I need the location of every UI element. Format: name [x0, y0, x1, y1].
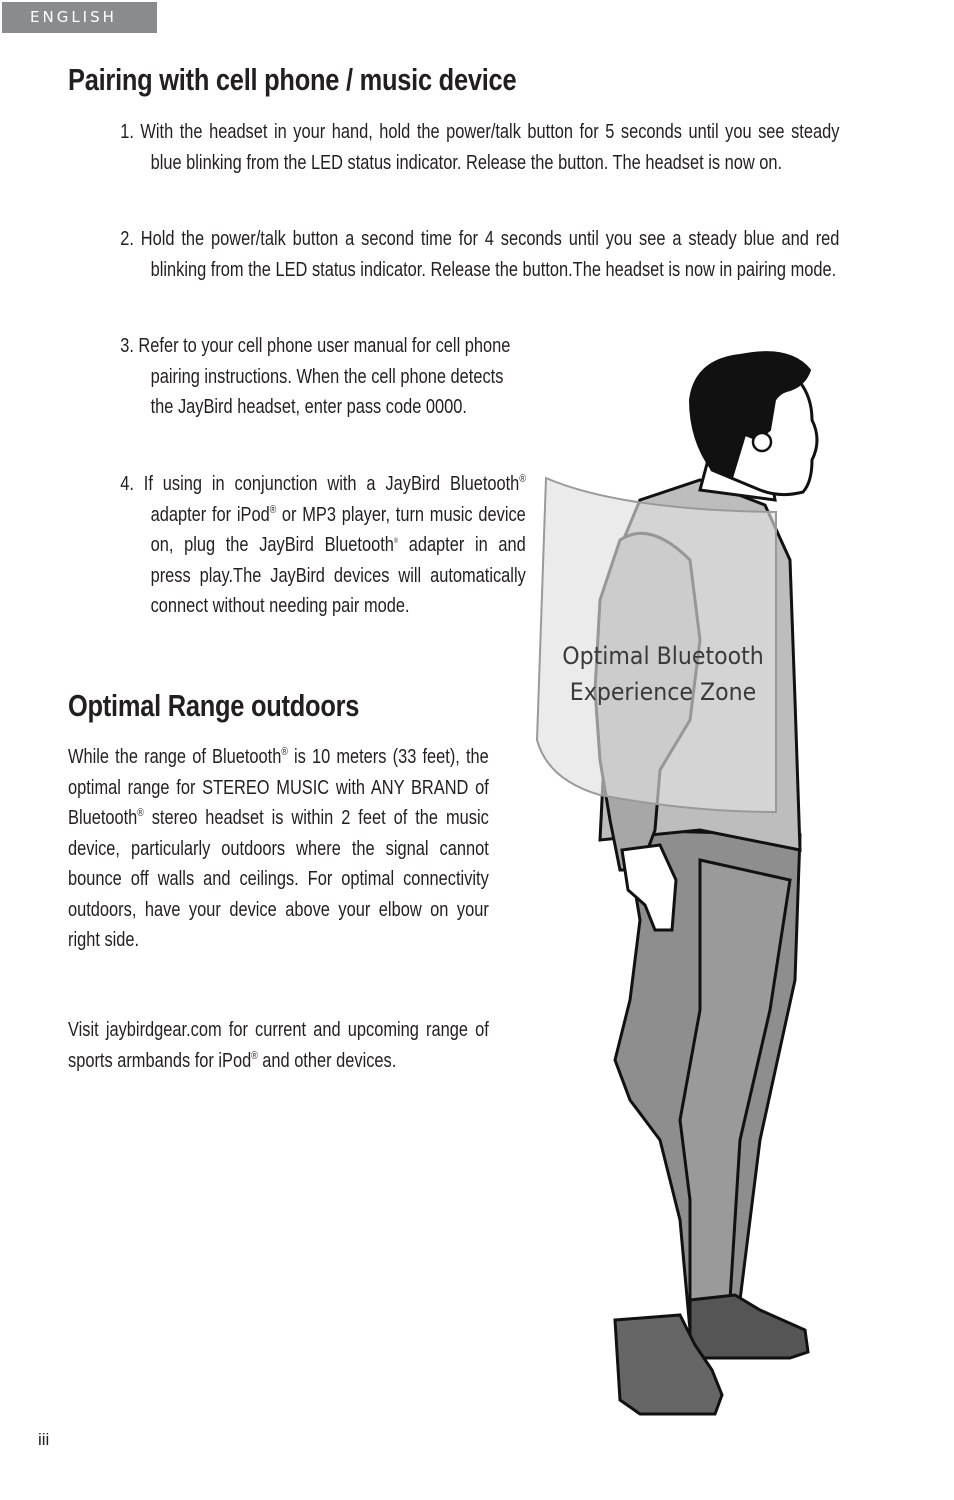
- registered-mark: ®: [393, 538, 399, 545]
- visit-text-b: and other devices.: [257, 1048, 397, 1072]
- step4-text-b: adapter for iPod: [150, 502, 270, 526]
- experience-zone-label: [557, 638, 769, 710]
- visit-note: [68, 1015, 489, 1076]
- registered-mark: ®: [251, 1049, 258, 1062]
- person-illustration: [520, 350, 840, 1430]
- ear: [753, 433, 771, 451]
- range-text-c: stereo headset is within 2 feet of the music device, particularly outdoors where the signal cannot bounce off walls and ceilings. For optimal connectivity outdoors, have your device above your elbow on your right side.: [68, 806, 489, 951]
- pairing-heading: Pairing with cell phone / music device: [68, 62, 517, 97]
- pairing-step-4: [113, 469, 526, 622]
- page-number: iii: [38, 1430, 50, 1449]
- step4-text-a: 4. If using in conjunction with a JayBird Bluetooth: [120, 472, 520, 495]
- range-text-a: While the range of Bluetooth: [68, 745, 282, 768]
- registered-mark: ®: [519, 473, 526, 485]
- step4-text-d: adapter in and press play.The JayBird devices will automatically connect without needing pair mode.: [150, 533, 526, 617]
- visit-text-a: Visit jaybirdgear.com for current and upcoming range of sports armbands for iPod: [68, 1018, 489, 1072]
- step4-text-c: or MP3 player, turn music device on, plug the JayBird Bluetooth: [150, 502, 526, 556]
- shoe-back: [690, 1295, 808, 1358]
- zone-label-line-1: Optimal Bluetooth: [562, 642, 764, 670]
- registered-mark: ®: [269, 503, 277, 516]
- range-text-b: is 10 meters (33 feet), the optimal range for STEREO MUSIC with ANY BRAND of Bluetooth: [68, 745, 489, 829]
- registered-mark: ®: [137, 807, 144, 819]
- zone-label-line-2: Experience Zone: [569, 678, 757, 706]
- range-body: [68, 742, 489, 956]
- pairing-step-3: 3. Refer to your cell phone user manual for cell phone pairing instructions. When the cell phone detects the JayBird headset, enter pass code 0000.: [120, 334, 511, 418]
- registered-mark: ®: [281, 746, 288, 758]
- range-heading: Optimal Range outdoors: [68, 688, 360, 723]
- pairing-step-1: 1. With the headset in your hand, hold the power/talk button for 5 seconds until you see steady blue blinking from the LED status indicator. Release the button. The headset is now on.: [120, 120, 840, 174]
- pairing-step-2: 2. Hold the power/talk button a second time for 4 seconds until you see a steady blue and red blinking from the LED status indicator. Release the button.The headset is now in pairing mode.: [120, 227, 840, 281]
- language-tab: ENGLISH: [2, 2, 157, 33]
